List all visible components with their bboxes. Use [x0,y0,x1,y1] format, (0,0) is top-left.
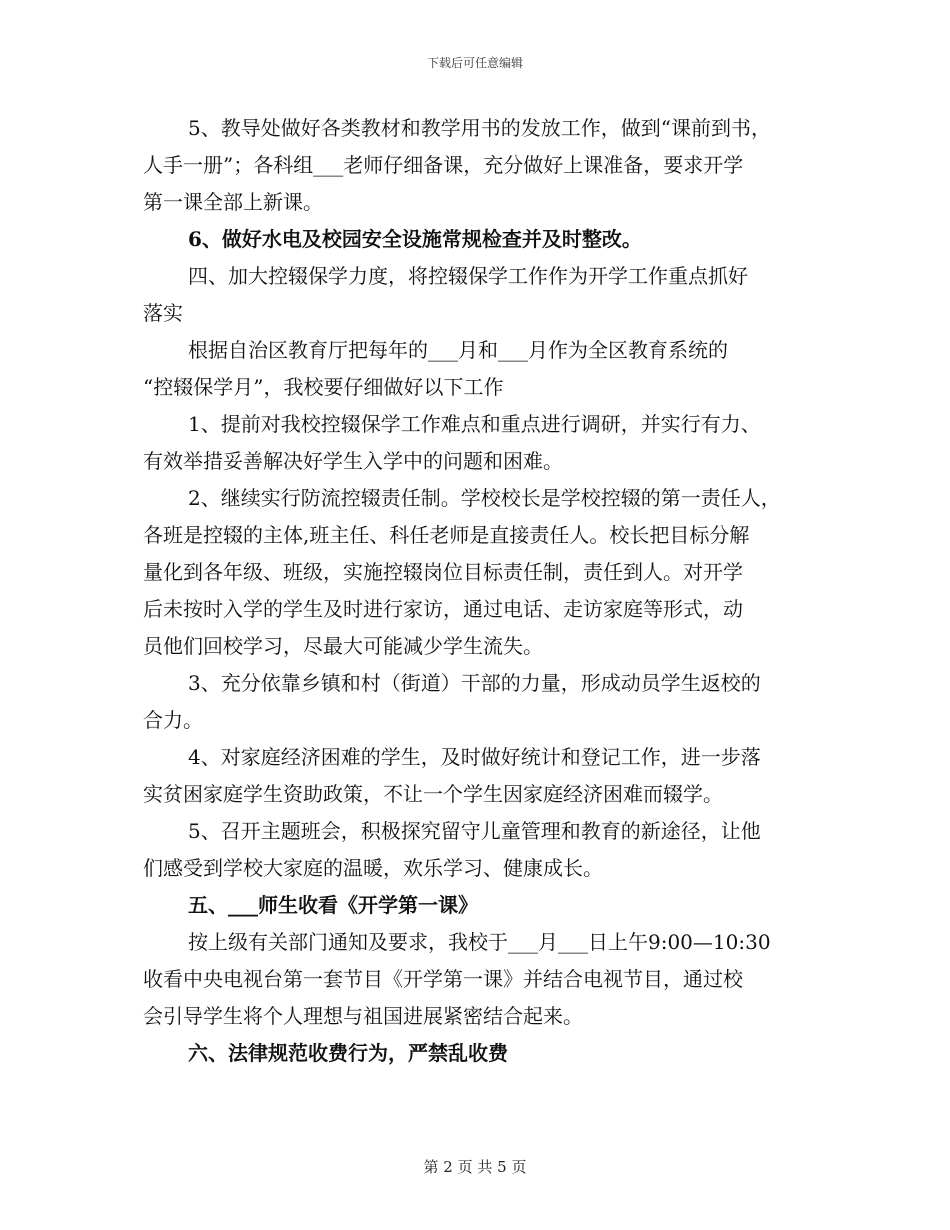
text-line: 根据自治区教育厅把每年的___月和___月作为全区教育系统的 [188,338,728,362]
text-line: “控辍保学月”，我校要仔细做好以下工作 [143,375,504,399]
page-header: 下载后可任意编辑 [426,56,523,70]
text-line: 有效举措妥善解决好学生入学中的问题和困难。 [143,449,563,473]
text-line: 第一课全部上新课。 [143,190,323,214]
text-line: 们感受到学校大家庭的温暖，欢乐学习、健康成长。 [143,856,603,880]
section-heading: 6、做好水电及校园安全设施常规检查并及时整改。 [188,227,642,251]
text-line: 5、教导处做好各类教材和教学用书的发放工作，做到“课前到书， [188,116,771,140]
text-line: 1、提前对我校控辍保学工作难点和重点进行调研，并实行有力、 [188,412,761,436]
text-line: 量化到各年级、班级，实施控辍岗位目标责任制，责任到人。对开学 [143,560,743,584]
text-line: 3、充分依靠乡镇和村（街道）干部的力量，形成动员学生返校的 [188,671,761,695]
text-line: 各班是控辍的主体,班主任、科任老师是直接责任人。校长把目标分解 [143,523,750,547]
section-heading: 四、加大控辍保学力度，将控辍保学工作作为开学工作重点抓好 [188,264,748,288]
text-line: 合力。 [143,708,203,732]
text-line: 2、继续实行防流控辍责任制。学校校长是学校控辍的第一责任人， [188,486,781,510]
text-line: 会引导学生将个人理想与祖国进展紧密结合起来。 [143,1004,583,1028]
text-line: 员他们回校学习，尽最大可能减少学生流失。 [143,634,543,658]
text-line: 实贫困家庭学生资助政策，不让一个学生因家庭经济困难而辍学。 [143,782,723,806]
section-heading: 六、法律规范收费行为，严禁乱收费 [188,1041,508,1065]
text-line: 收看中央电视台第一套节目《开学第一课》并结合电视节目，通过校 [143,967,743,991]
text-line: 人手一册”；各科组___老师仔细备课，充分做好上课准备，要求开学 [143,153,744,177]
text-line: 5、召开主题班会，积极探究留守儿童管理和教育的新途径，让他 [188,819,761,843]
text-line: 4、对家庭经济困难的学生，及时做好统计和登记工作，进一步落 [188,745,761,769]
text-line: 落实 [143,301,183,325]
page-footer: 第 2 页 共 5 页 [423,1158,527,1176]
text-line: 按上级有关部门通知及要求，我校于___月___日上午9:00—10:30 [188,930,771,954]
text-line: 后未按时入学的学生及时进行家访，通过电话、走访家庭等形式，动 [143,597,743,621]
section-heading: 五、___师生收看《开学第一课》 [188,893,478,917]
